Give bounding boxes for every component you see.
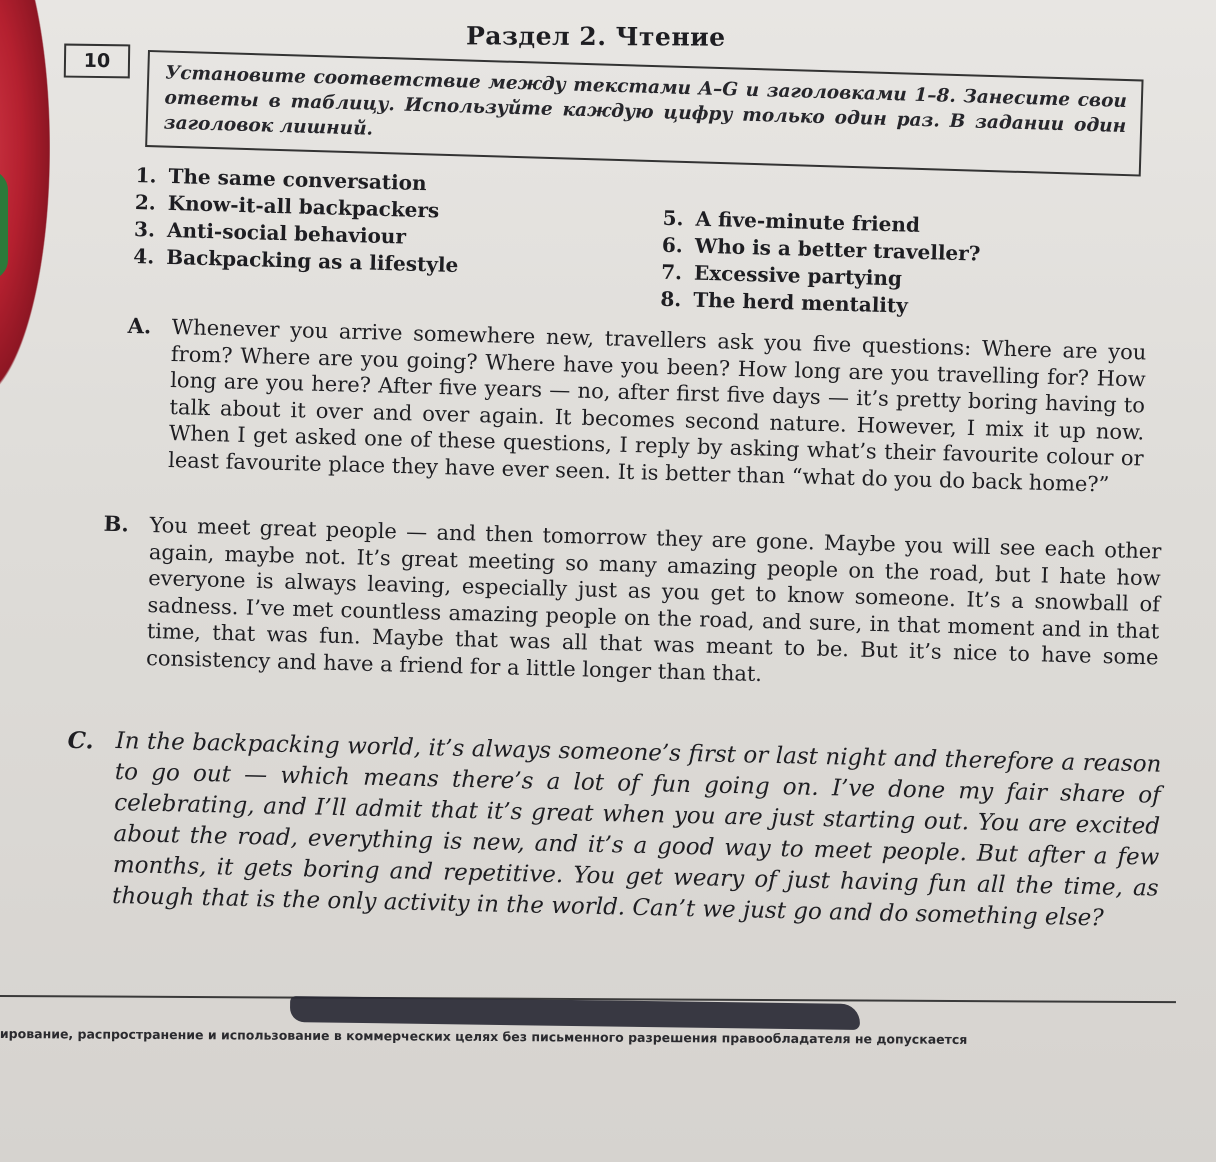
heading-number: 1. bbox=[135, 162, 157, 188]
text-body: You meet great people — and then tomorrow they are gone. Maybe you will see each other again, maybe not. It’s great meeting so many amazing people on the road, but I hate how everyone is always leaving, especially just as you get to know someone. It’s a snowball of sadness. I’ve met countless amazing people on the road, and sure, in that moment and in that time, that was fun. Maybe that was all that was meant to be. But it’s nice to have some consistency and have a friend for a little longer than that. bbox=[145, 512, 1162, 686]
copyright-footer: ирование, распространение и использование в коммерческих целях без письменного разрешения правообладателя не допускается bbox=[0, 1026, 968, 1047]
heading-text: Anti-social behaviour bbox=[166, 217, 407, 249]
text-a bbox=[127, 312, 1147, 498]
task-number-box: 10 bbox=[64, 44, 130, 79]
heading-number: 7. bbox=[660, 259, 683, 285]
headings-column-right bbox=[660, 205, 982, 322]
text-body: Whenever you arrive somewhere new, travellers ask you five questions: Where are you from? Where are you going? Where have you been? How long are you travelling for? How long are you here? After five years — no, after first five days — it’s pretty boring having to talk about it over and over again. It becomes second nature. However, I mix it up now. When I get asked one of these questions, I reply by asking what’s their favourite colour or least favourite place they have ever seen. It is better than “what do you do back home?” bbox=[167, 314, 1147, 497]
heading-number: 6. bbox=[661, 232, 684, 258]
section-title: Раздел 2. Чтение bbox=[465, 21, 726, 52]
heading-number: 3. bbox=[133, 216, 156, 242]
heading-text: The same conversation bbox=[168, 163, 427, 196]
text-b bbox=[103, 510, 1162, 697]
task-instructions: Установите соответствие между текстами A–G и заголовками 1–8. Занесите свои ответы в таблицу. Используйте каждую цифру только один раз. В задании один заголовок лишний. bbox=[145, 50, 1143, 177]
heading-number: 4. bbox=[133, 243, 155, 269]
heading-number: 5. bbox=[662, 205, 684, 231]
text-letter: A. bbox=[127, 312, 152, 339]
heading-text: The herd mentality bbox=[693, 287, 909, 318]
book-cover-stripe bbox=[0, 170, 8, 280]
redaction-scribble bbox=[290, 996, 860, 1030]
heading-text: Excessive partying bbox=[693, 260, 903, 291]
headings-list bbox=[132, 162, 1036, 327]
text-letter: C. bbox=[67, 726, 94, 755]
heading-text: Who is a better traveller? bbox=[694, 233, 981, 266]
heading-number: 2. bbox=[134, 189, 157, 215]
heading-number: 8. bbox=[660, 286, 682, 312]
heading-text: A five-minute friend bbox=[695, 206, 921, 237]
heading-text: Backpacking as a lifestyle bbox=[165, 244, 459, 278]
text-letter: B. bbox=[103, 510, 130, 537]
text-c bbox=[67, 726, 1162, 936]
headings-column-left bbox=[133, 162, 461, 279]
text-body: In the backpacking world, it’s always someone’s first or last night and therefore a reason to go out — which means there’s a lot of fun going on. I’ve done my fair share of celebrating, and I’ll admit that it’s great when you are just starting out. You are excited about the road, everything is new, and it’s a good way to meet people. But after a few months, it gets boring and repetitive. You get weary of just having fun all the time, as though that is the only activity in the world. Can’t we just go and do something else? bbox=[111, 727, 1162, 932]
heading-text: Know-it-all backpackers bbox=[167, 190, 440, 223]
